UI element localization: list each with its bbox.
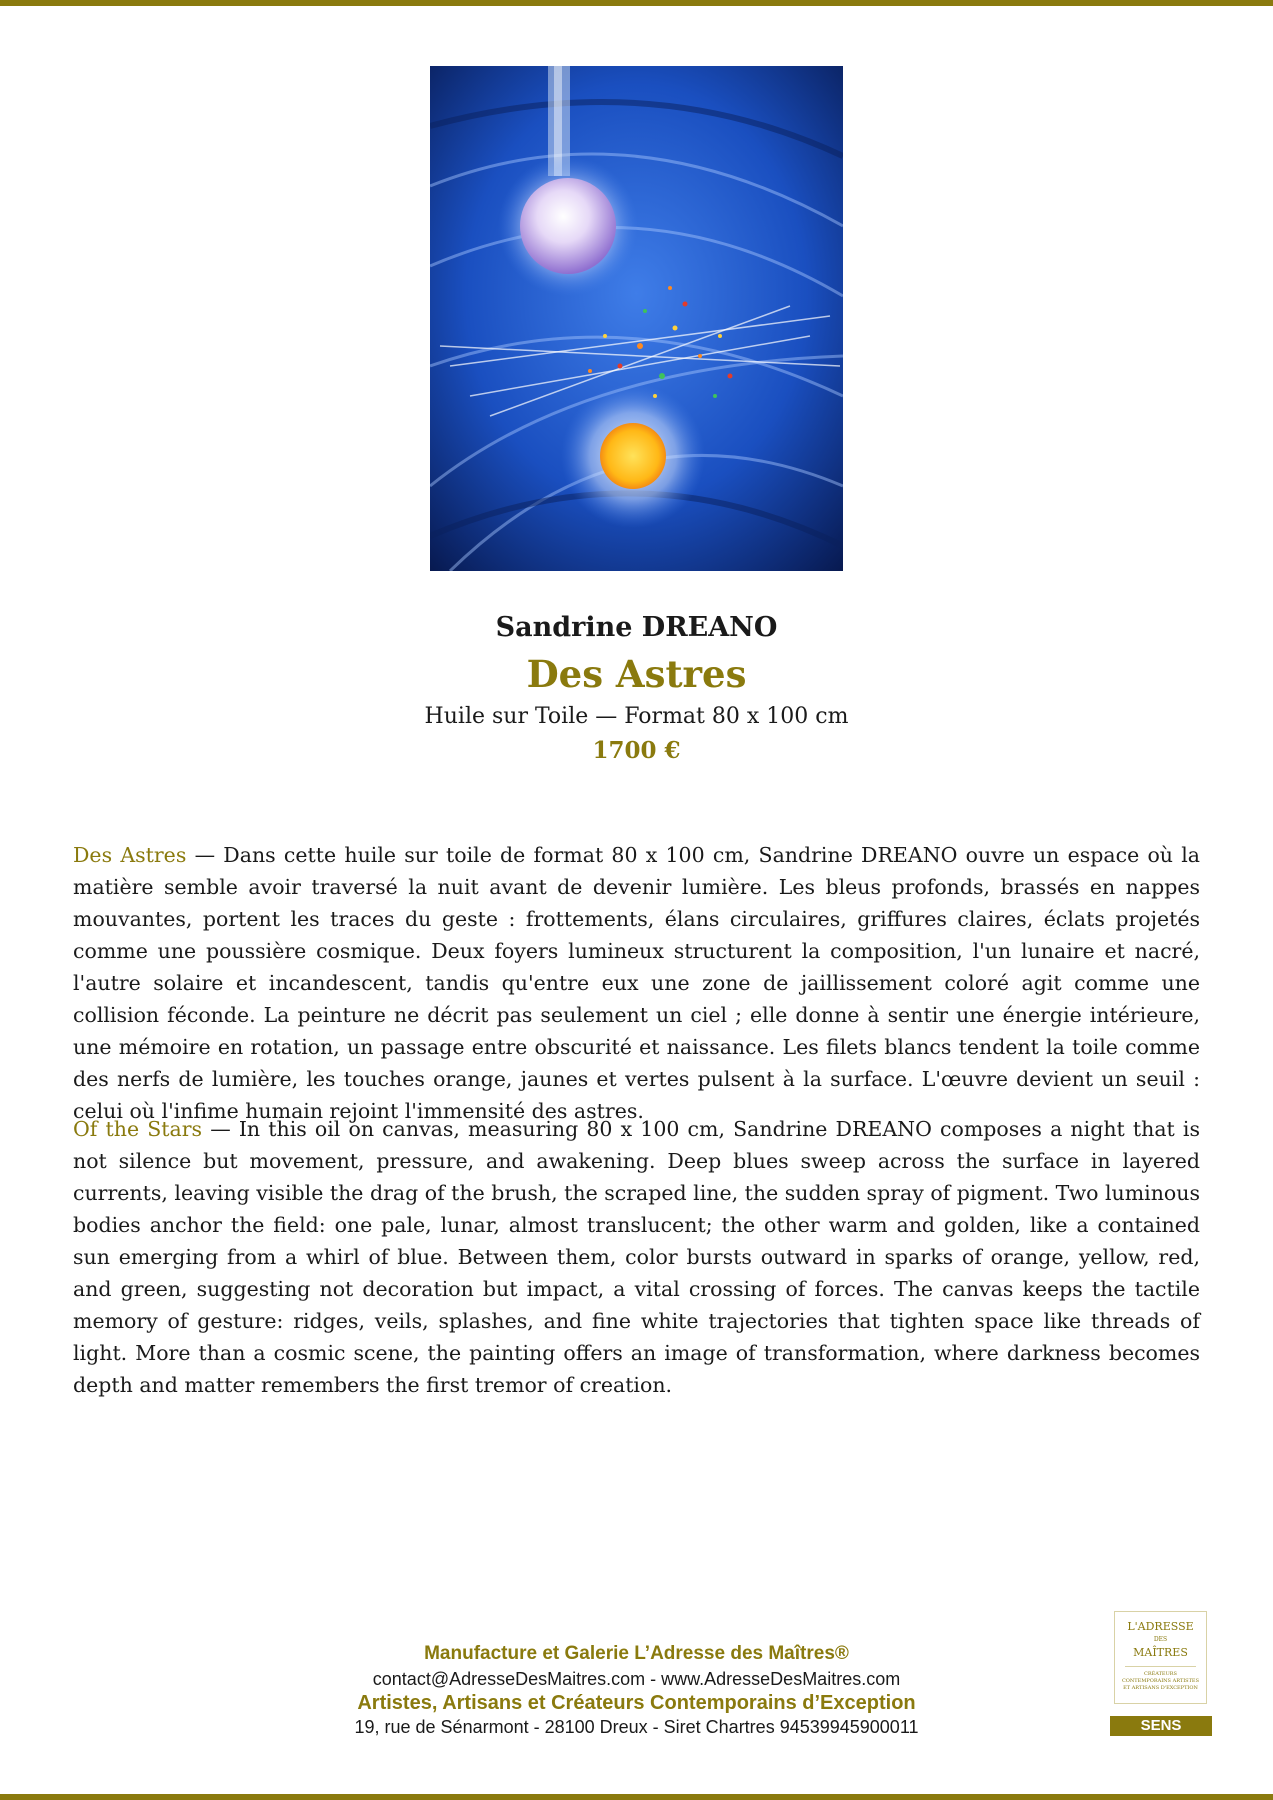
artwork-title: Des Astres [526, 652, 747, 696]
description-french [73, 839, 1200, 1127]
logo-divider [1125, 1666, 1196, 1667]
artist-name: Sandrine DREANO [495, 612, 778, 643]
artwork-price: 1700 € [592, 737, 681, 764]
description-french-lead: Des Astres [73, 843, 187, 867]
artwork-medium: Huile sur Toile — Format 80 x 100 cm [424, 704, 849, 729]
top-border-rule [0, 0, 1273, 6]
artwork-image [430, 66, 843, 571]
artwork-painting [430, 66, 843, 571]
footer-tagline: Artistes, Artisans et Créateurs Contemporains d’Exception [357, 1692, 916, 1714]
footer-gallery-name: Manufacture et Galerie L’Adresse des Maîtres® [424, 1643, 849, 1664]
logo-line-2: DES [1153, 1636, 1168, 1643]
footer-address: 19, rue de Sénarmont - 28100 Dreux - Siret Chartres 94539945900011 [354, 1717, 919, 1737]
bottom-border-rule [0, 1794, 1273, 1800]
logo-line-1: L'ADRESSE [1127, 1620, 1194, 1633]
gallery-logo [1114, 1611, 1207, 1704]
logo-line-3: MAÎTRES [1133, 1646, 1188, 1659]
description-english-text: — In this oil on canvas, measuring 80 x 100 cm, Sandrine DREANO composes a night that is not silence but movement, pressure, and awakening. Deep blues sweep across the surface in layered currents, leaving visible the drag of the brush, the scraped line, the sudden spray of pigment. Two luminous bodies anchor the field: one pale, lunar, almost translucent; the other warm and golden, like a contained sun emerging from a whirl of blue. Between them, color bursts outward in sparks of orange, yellow, red, and green, suggesting not decoration but impact, a vital crossing of forces. The canvas keeps the tactile memory of gesture: ridges, veils, splashes, and fine white trajectories that tighten space like threads of light. More than a cosmic scene, the painting offers an image of transformation, where darkness becomes depth and matter remembers the first tremor of creation. [73, 1117, 1200, 1397]
footer-contact: contact@AdresseDesMaitres.com - www.AdresseDesMaitres.com [372, 1669, 901, 1689]
description-english-lead: Of the Stars [73, 1117, 203, 1141]
description-english [73, 1113, 1200, 1401]
sens-badge: SENS [1110, 1716, 1212, 1736]
logo-tagline: CRÉATEURS CONTEMPORAINS ARTISTES ET ARTISANS D'EXCEPTION [1121, 1671, 1200, 1691]
description-french-text: — Dans cette huile sur toile de format 80 x 100 cm, Sandrine DREANO ouvre un espace où la matière semble avoir traversé la nuit avant de devenir lumière. Les bleus profonds, brassés en nappes mouvantes, portent les traces du geste : frottements, élans circulaires, griffures claires, éclats projetés comme une poussière cosmique. Deux foyers lumineux structurent la composition, l'un lunaire et nacré, l'autre solaire et incandescent, tandis qu'entre eux une zone de jaillissement coloré agit comme une collision féconde. La peinture ne décrit pas seulement un ciel ; elle donne à sentir une énergie intérieure, une mémoire en rotation, un passage entre obscurité et naissance. Les filets blancs tendent la toile comme des nerfs de lumière, les touches orange, jaunes et vertes pulsent à la surface. L'œuvre devient un seuil : celui où l'infime humain rejoint l'immensité des astres. [73, 843, 1200, 1123]
